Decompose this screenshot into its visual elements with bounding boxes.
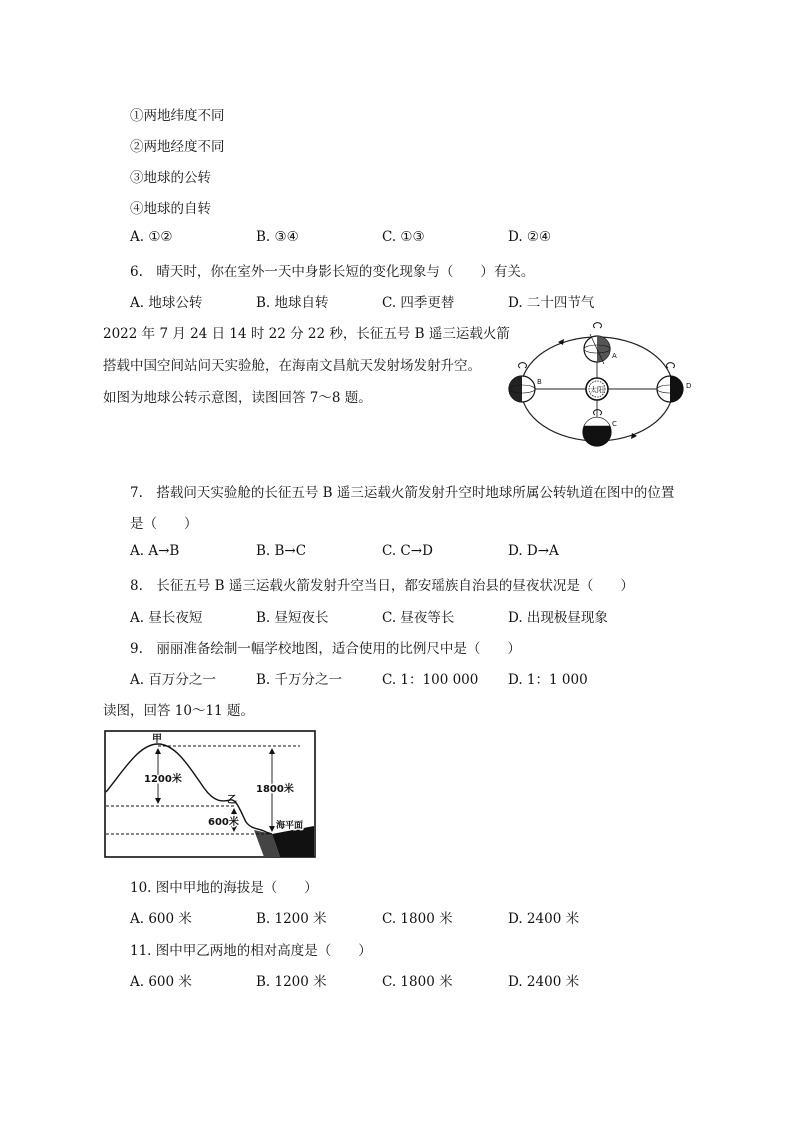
statement-1: ①两地纬度不同 [130,108,225,124]
q7-option-a[interactable]: A. A→B [130,543,180,559]
option-a[interactable]: A. ①② [130,229,173,245]
q9-option-a[interactable]: A. 百万分之一 [130,672,216,688]
q6-option-d[interactable]: D. 二十四节气 [508,295,595,311]
intro-line-3: 如图为地球公转示意图，读图回答 7～8 题。 [103,390,372,406]
intro-10-11: 读图，回答 10～11 题。 [103,703,254,719]
q8-option-c[interactable]: C. 昼夜等长 [382,610,455,626]
q7-option-b[interactable]: B. B→C [256,543,307,559]
q11-option-c[interactable]: C. 1800 米 [382,974,453,990]
terrain-profile-diagram [104,730,316,858]
q9-option-c[interactable]: C. 1：100 000 [382,672,479,688]
q8-option-b[interactable]: B. 昼短夜长 [256,610,329,626]
statement-2: ②两地经度不同 [130,139,225,155]
q11-option-a[interactable]: A. 600 米 [130,974,192,990]
option-b[interactable]: B. ③④ [256,229,299,245]
q7-stem-line-2: 是（ ） [130,516,198,532]
q6-stem: 6. 晴天时，你在室外一天中身影长短的变化现象与（ ）有关。 [130,264,535,280]
intro-line-1: 2022 年 7 月 24 日 14 时 22 分 22 秒，长征五号 B 遥三运载火箭 [103,326,510,342]
height-1800-label: 1800米 [256,784,294,795]
option-c[interactable]: C. ①③ [382,229,425,245]
point-c-label: C [612,420,617,428]
peak-label: 甲 [152,734,162,745]
q8-stem: 8. 长征五号 B 遥三运载火箭发射升空当日，都安瑶族自治县的昼夜状况是（ ） [130,578,634,594]
q11-option-d[interactable]: D. 2400 米 [508,974,580,990]
statement-3: ③地球的公转 [130,170,211,186]
q10-option-a[interactable]: A. 600 米 [130,911,192,927]
q7-option-d[interactable]: D. D→A [508,543,559,559]
height-1200-label: 1200米 [144,774,182,785]
q7-option-c[interactable]: C. C→D [382,543,433,559]
q6-option-c[interactable]: C. 四季更替 [382,295,455,311]
earth-right-icon [657,363,683,402]
point-label: 乙 [227,795,237,806]
statement-4: ④地球的自转 [130,201,211,217]
q10-option-b[interactable]: B. 1200 米 [256,911,327,927]
q7-stem-line-1: 7. 搭载问天实验舱的长征五号 B 遥三运载火箭发射升空时地球所属公转轨道在图中的位置 [130,485,675,501]
sun-label: 太阳 [590,386,604,394]
q9-option-d[interactable]: D. 1：1 000 [508,672,588,688]
q8-option-a[interactable]: A. 昼长夜短 [130,610,203,626]
q11-stem: 11. 图中甲乙两地的相对高度是（ ） [130,943,372,959]
earth-orbit-diagram [500,322,696,454]
q8-option-d[interactable]: D. 出现极昼现象 [508,610,608,626]
option-d[interactable]: D. ②④ [508,229,552,245]
q10-option-d[interactable]: D. 2400 米 [508,911,580,927]
sea-level-label: 海平面 [276,821,304,831]
q10-option-c[interactable]: C. 1800 米 [382,911,453,927]
point-a-label: A [612,352,617,360]
point-d-label: D [686,382,692,390]
q6-option-a[interactable]: A. 地球公转 [130,295,203,311]
earth-top-icon [584,323,610,364]
q9-option-b[interactable]: B. 千万分之一 [256,672,343,688]
height-600-label: 600米 [208,817,239,828]
point-b-label: B [537,378,542,386]
q9-stem: 9. 丽丽准备绘制一幅学校地图，适合使用的比例尺中是（ ） [130,641,521,657]
earth-left-icon [509,363,535,402]
q6-option-b[interactable]: B. 地球自转 [256,295,329,311]
intro-line-2: 搭载中国空间站问天实验舱，在海南文昌航天发射场发射升空。 [103,358,481,374]
q11-option-b[interactable]: B. 1200 米 [256,974,327,990]
q10-stem: 10. 图中甲地的海拔是（ ） [130,880,318,896]
